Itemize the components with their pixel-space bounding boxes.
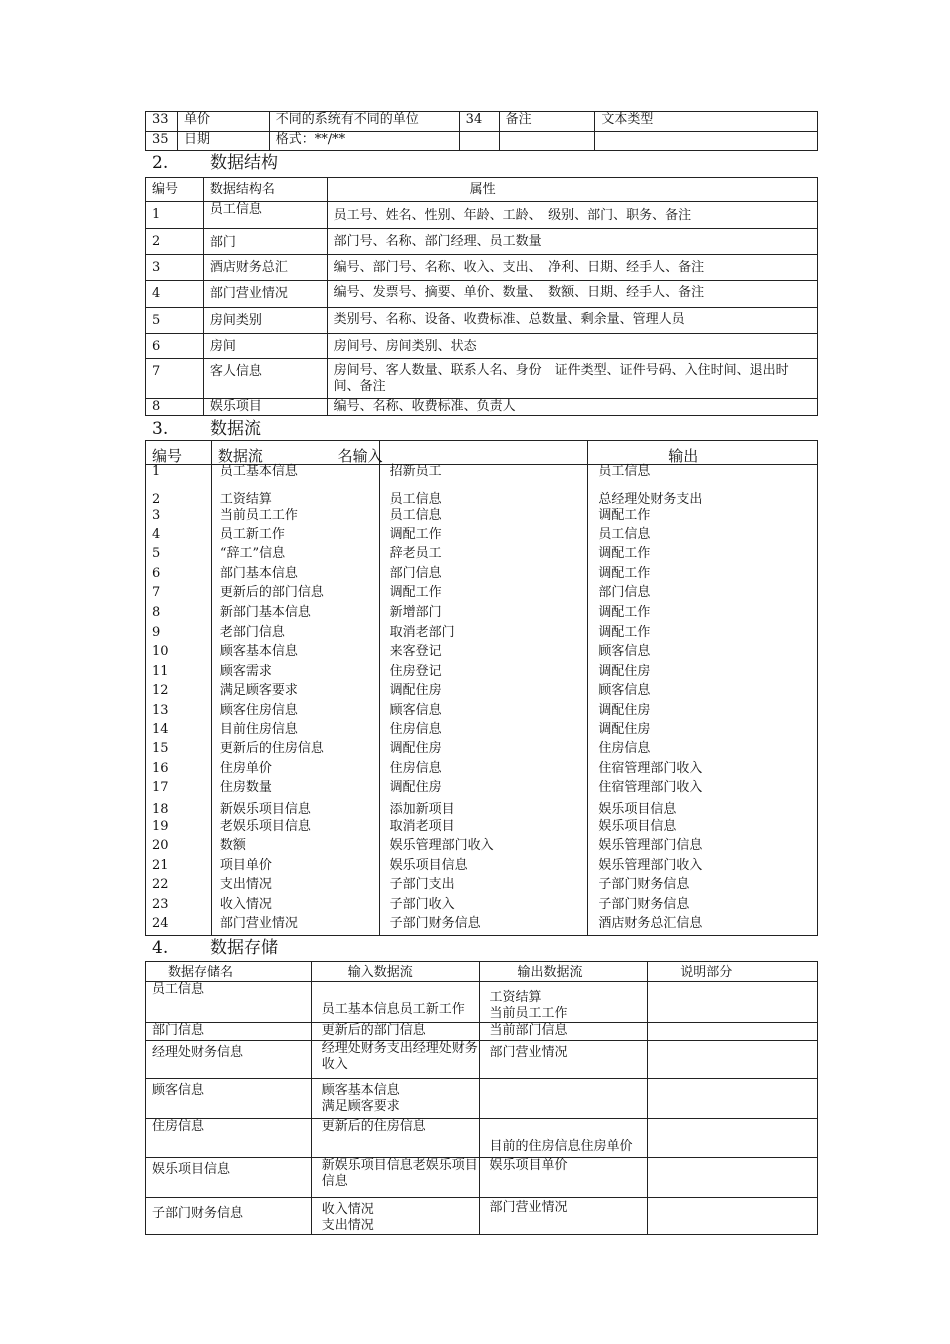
table-row [146, 819, 818, 838]
cell: 5 [146, 308, 204, 334]
cell: 取消老部门 [379, 625, 588, 644]
cell: 日期 [177, 132, 269, 151]
table-row [146, 916, 818, 935]
table-row [146, 1158, 818, 1198]
section-title: 数据存储 [210, 938, 278, 958]
cell: 娱乐项目信息 [588, 819, 818, 838]
cell: 住房信息 [588, 741, 818, 761]
cell: 员工基本信息员工新工作 [311, 982, 479, 1023]
header-cell: 数据存储名 [146, 962, 312, 982]
table-row [146, 802, 818, 819]
cell: 文本类型 [595, 112, 818, 132]
header-cell: 说明部分 [648, 962, 818, 982]
cell: 经理处财务信息 [146, 1041, 312, 1079]
table-row [146, 1119, 818, 1158]
cell: 当前员工工作 [211, 508, 379, 527]
cell: 住房信息 [379, 761, 588, 780]
table-row [146, 644, 818, 664]
cell: 调配工作 [588, 546, 818, 566]
cell: 当前部门信息 [479, 1023, 648, 1041]
cell: 4 [146, 281, 204, 308]
cell: 调配住房 [588, 703, 818, 722]
cell: 老部门信息 [211, 625, 379, 644]
cell: 6 [146, 334, 204, 359]
table-row [146, 132, 818, 151]
cell: 工资结算 当前员工工作 [479, 982, 648, 1023]
cell: 部门号、名称、部门经理、员工数量 [327, 229, 817, 255]
table-row [146, 838, 818, 858]
section-title: 数据结构 [210, 153, 278, 173]
cell: 调配工作 [379, 585, 588, 605]
cell: 来客登记 [379, 644, 588, 664]
table-row [146, 722, 818, 741]
cell: 2 [146, 488, 212, 508]
cell: 子部门财务信息 [379, 916, 588, 935]
cell [648, 1158, 818, 1198]
cell: 总经理处财务支出 [588, 488, 818, 508]
cell: 取消老项目 [379, 819, 588, 838]
data-store-table [145, 961, 818, 1235]
cell: 24 [146, 916, 212, 935]
cell: 招新员工 [379, 464, 588, 488]
cell: 顾客住房信息 [211, 703, 379, 722]
cell: 新娱乐项目信息老娱乐项目信息 [311, 1158, 479, 1198]
section-title: 数据流 [210, 419, 261, 439]
cell: 顾客基本信息 满足顾客要求 [311, 1079, 479, 1119]
cell: 单价 [177, 112, 269, 132]
header-cell: 编号 [146, 441, 212, 465]
header-cell: 输出 [588, 441, 818, 465]
cell: 新增部门 [379, 605, 588, 625]
cell: 目前住房信息 [211, 722, 379, 741]
cell: 8 [146, 605, 212, 625]
cell: 部门 [203, 229, 327, 255]
cell: 员工信息 [588, 527, 818, 546]
cell: 工资结算 [211, 488, 379, 508]
cell [648, 1079, 818, 1119]
cell [648, 1041, 818, 1079]
cell: 房间号、客人数量、联系人名、身份 证件类型、证件号码、入住时间、退出时间、备注 [327, 359, 817, 399]
table-row [146, 1023, 818, 1041]
cell [648, 1023, 818, 1041]
cell: “辞工”信息 [211, 546, 379, 566]
table-row [146, 229, 818, 255]
cell: 调配工作 [379, 527, 588, 546]
cell: 6 [146, 566, 212, 585]
cell [479, 1079, 648, 1119]
cell [459, 132, 499, 151]
cell: 23 [146, 897, 212, 916]
cell: 住房单价 [211, 761, 379, 780]
cell: 部门营业情况 [479, 1041, 648, 1079]
cell: 员工信息 [379, 488, 588, 508]
cell: 新部门基本信息 [211, 605, 379, 625]
cell: 房间 [203, 334, 327, 359]
cell: 酒店财务总汇信息 [588, 916, 818, 935]
cell: 3 [146, 508, 212, 527]
cell: 员工信息 [146, 982, 312, 1023]
header-cell: 数据流 [211, 441, 379, 465]
table-row [146, 780, 818, 802]
table-row [146, 664, 818, 683]
cell: 7 [146, 585, 212, 605]
cell: 12 [146, 683, 212, 703]
cell: 调配住房 [379, 741, 588, 761]
section-number: 2. [152, 153, 169, 173]
section-number: 4. [152, 938, 169, 958]
cell: 员工信息 [379, 508, 588, 527]
section-heading-data-structure [152, 153, 278, 173]
cell: 编号、发票号、摘要、单价、数量、 数额、日期、经手人、备注 [327, 281, 817, 308]
cell: 住房数量 [211, 780, 379, 802]
cell: 部门信息 [379, 566, 588, 585]
table-row [146, 399, 818, 416]
table-row [146, 255, 818, 281]
cell: 员工信息 [588, 464, 818, 488]
cell: 11 [146, 664, 212, 683]
cell: 34 [459, 112, 499, 132]
data-flow-table-body [145, 464, 818, 936]
cell: 调配工作 [588, 566, 818, 585]
cell: 1 [146, 202, 204, 229]
cell: 调配住房 [379, 683, 588, 703]
table-row [146, 683, 818, 703]
cell: 1 [146, 464, 212, 488]
table-row [146, 464, 818, 488]
header-cell: 输入数据流 [311, 962, 479, 982]
cell: 8 [146, 399, 204, 416]
cell: 4 [146, 527, 212, 546]
cell: 21 [146, 858, 212, 877]
cell: 17 [146, 780, 212, 802]
cell: 编号、部门号、名称、收入、支出、 净利、日期、经手人、备注 [327, 255, 817, 281]
cell: 调配工作 [588, 625, 818, 644]
cell: 19 [146, 819, 212, 838]
table-row [146, 359, 818, 399]
cell: 员工信息 [203, 202, 327, 229]
cell: 20 [146, 838, 212, 858]
cell: 格式：**/** [269, 132, 459, 151]
cell: 35 [146, 132, 178, 151]
cell: 员工新工作 [211, 527, 379, 546]
table-row [146, 202, 818, 229]
table-row [146, 488, 818, 508]
cell: 收入情况 支出情况 [311, 1198, 479, 1235]
cell: 7 [146, 359, 204, 399]
cell: 子部门财务信息 [146, 1198, 312, 1235]
cell: 住宿管理部门收入 [588, 761, 818, 780]
table-row [146, 761, 818, 780]
table-row [146, 527, 818, 546]
cell: 员工基本信息 [211, 464, 379, 488]
cell: 部门基本信息 [211, 566, 379, 585]
table-row [146, 858, 818, 877]
table-row [146, 112, 818, 132]
table-row [146, 625, 818, 644]
header-cell: 属性 [327, 178, 817, 202]
table-row [146, 1198, 818, 1235]
cell: 客人信息 [203, 359, 327, 399]
cell [648, 982, 818, 1023]
cell: 子部门收入 [379, 897, 588, 916]
data-structure-table [145, 177, 818, 416]
cell: 顾客信息 [379, 703, 588, 722]
cell: 娱乐管理部门收入 [588, 858, 818, 877]
cell: 编号、名称、收费标准、负责人 [327, 399, 817, 416]
cell [595, 132, 818, 151]
cell: 收入情况 [211, 897, 379, 916]
table-row [146, 1079, 818, 1119]
cell: 住房信息 [146, 1119, 312, 1158]
data-flow-table [145, 440, 818, 465]
cell: 调配住房 [588, 664, 818, 683]
cell: 目前的住房信息住房单价 [479, 1119, 648, 1158]
table-row [146, 982, 818, 1023]
cell: 更新后的住房信息 [211, 741, 379, 761]
table-row [146, 281, 818, 308]
cell: 部门营业情况 [211, 916, 379, 935]
cell: 辞老员工 [379, 546, 588, 566]
header-cell: 输出数据流 [479, 962, 648, 982]
cell: 满足顾客要求 [211, 683, 379, 703]
table-header-row [146, 962, 818, 982]
cell: 老娱乐项目信息 [211, 819, 379, 838]
cell: 顾客信息 [146, 1079, 312, 1119]
cell: 添加新项目 [379, 802, 588, 819]
table-row [146, 605, 818, 625]
cell: 备注 [499, 112, 595, 132]
cell: 调配工作 [588, 508, 818, 527]
cell: 13 [146, 703, 212, 722]
cell: 酒店财务总汇 [203, 255, 327, 281]
cell: 顾客需求 [211, 664, 379, 683]
cell: 经理处财务支出经理处财务收入 [311, 1041, 479, 1079]
table-row [146, 877, 818, 897]
cell: 15 [146, 741, 212, 761]
section-heading-data-flow [152, 419, 261, 439]
section-heading-data-store [152, 938, 278, 958]
cell: 2 [146, 229, 204, 255]
cell: 更新后的部门信息 [311, 1023, 479, 1041]
table-row [146, 703, 818, 722]
cell: 新娱乐项目信息 [211, 802, 379, 819]
table-row [146, 308, 818, 334]
cell: 娱乐管理部门信息 [588, 838, 818, 858]
cell: 娱乐项目信息 [146, 1158, 312, 1198]
table-row [146, 741, 818, 761]
cell: 调配住房 [379, 780, 588, 802]
cell: 10 [146, 644, 212, 664]
cell: 子部门财务信息 [588, 877, 818, 897]
cell: 娱乐项目单价 [479, 1158, 648, 1198]
cell: 33 [146, 112, 178, 132]
cell: 顾客信息 [588, 683, 818, 703]
cell: 支出情况 [211, 877, 379, 897]
cell: 娱乐项目 [203, 399, 327, 416]
cell: 16 [146, 761, 212, 780]
table-row [146, 585, 818, 605]
cell: 14 [146, 722, 212, 741]
cell: 数额 [211, 838, 379, 858]
cell: 子部门支出 [379, 877, 588, 897]
header-cell: 编号 [146, 178, 204, 202]
cell: 部门信息 [146, 1023, 312, 1041]
table-row [146, 566, 818, 585]
cell: 房间号、房间类别、状态 [327, 334, 817, 359]
cell [499, 132, 595, 151]
cell: 娱乐项目信息 [588, 802, 818, 819]
cell: 住宿管理部门收入 [588, 780, 818, 802]
cell: 顾客基本信息 [211, 644, 379, 664]
cell: 子部门财务信息 [588, 897, 818, 916]
cell: 更新后的住房信息 [311, 1119, 479, 1158]
cell [648, 1119, 818, 1158]
table-row [146, 508, 818, 527]
cell: 项目单价 [211, 858, 379, 877]
cell: 部门信息 [588, 585, 818, 605]
table-row [146, 1041, 818, 1079]
header-cell: 名输入 [337, 441, 546, 465]
table-header-row [146, 178, 818, 202]
cell: 娱乐管理部门收入 [379, 838, 588, 858]
cell: 娱乐项目信息 [379, 858, 588, 877]
cell: 顾客信息 [588, 644, 818, 664]
cell: 员工号、姓名、性别、年龄、工龄、 级别、部门、职务、备注 [327, 202, 817, 229]
cell: 住房信息 [379, 722, 588, 741]
cell: 9 [146, 625, 212, 644]
top-table [145, 111, 818, 151]
cell: 更新后的部门信息 [211, 585, 379, 605]
cell: 房间类别 [203, 308, 327, 334]
cell: 住房登记 [379, 664, 588, 683]
cell: 部门营业情况 [479, 1198, 648, 1235]
table-row [146, 897, 818, 916]
table-row [146, 546, 818, 566]
cell: 3 [146, 255, 204, 281]
cell: 调配工作 [588, 605, 818, 625]
cell: 不同的系统有不同的单位 [269, 112, 459, 132]
cell: 类别号、名称、设备、收费标准、总数量、剩余量、管理人员 [327, 308, 817, 334]
cell: 部门营业情况 [203, 281, 327, 308]
header-cell: 数据结构名 [203, 178, 327, 202]
cell: 22 [146, 877, 212, 897]
table-row [146, 334, 818, 359]
cell: 调配住房 [588, 722, 818, 741]
cell: 5 [146, 546, 212, 566]
table-header-row [146, 441, 818, 465]
section-number: 3. [152, 419, 169, 439]
cell [648, 1198, 818, 1235]
cell: 18 [146, 802, 212, 819]
